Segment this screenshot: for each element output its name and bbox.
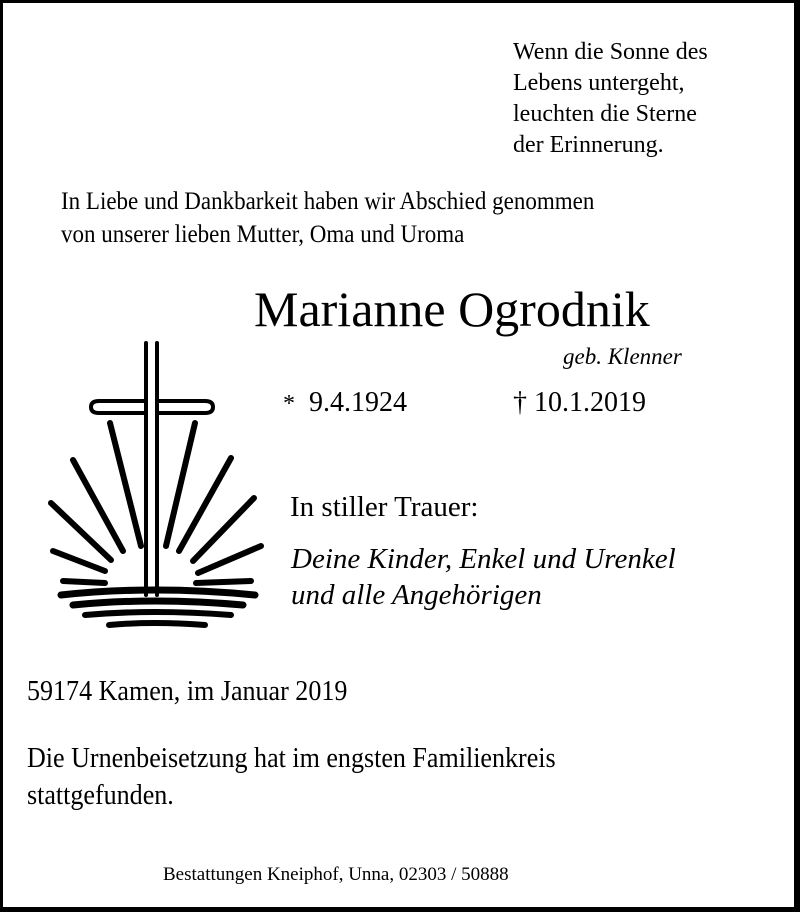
death-dagger-icon: † <box>513 387 527 418</box>
mourners-line: Deine Kinder, Enkel und Urenkel <box>291 543 676 575</box>
intro-line: In Liebe und Dankbarkeit haben wir Abschied genommen <box>61 188 595 215</box>
place-and-date: 59174 Kamen, im Januar 2019 <box>27 676 348 707</box>
poem-line: Wenn die Sonne des <box>513 39 708 65</box>
mourning-heading: In stiller Trauer: <box>290 491 479 523</box>
burial-note <box>27 740 556 814</box>
deceased-name: Marianne Ogrodnik <box>254 281 650 337</box>
mourners-line: und alle Angehörigen <box>291 579 542 611</box>
birth-date <box>283 386 407 421</box>
poem-quote <box>513 37 708 161</box>
burial-note-line: Die Urnenbeisetzung hat im engsten Familienkreis <box>27 743 556 774</box>
mourners-list <box>291 541 676 613</box>
cross-with-sun-rays-and-water-icon <box>33 333 273 633</box>
death-date-value: 10.1.2019 <box>534 387 646 418</box>
birth-star-icon: * <box>283 391 295 417</box>
intro-line: von unserer lieben Mutter, Oma und Uroma <box>61 221 465 248</box>
burial-note-line: stattgefunden. <box>27 780 174 811</box>
poem-line: Lebens untergeht, <box>513 70 685 96</box>
maiden-name: geb. Klenner <box>563 344 682 369</box>
intro-text <box>61 185 594 251</box>
birth-date-value: 9.4.1924 <box>309 387 407 418</box>
undertaker-info: Bestattungen Kneiphof, Unna, 02303 / 50888 <box>163 864 509 885</box>
death-date <box>513 386 646 420</box>
poem-line: leuchten die Sterne <box>513 101 697 127</box>
poem-line: der Erinnerung. <box>513 132 664 158</box>
